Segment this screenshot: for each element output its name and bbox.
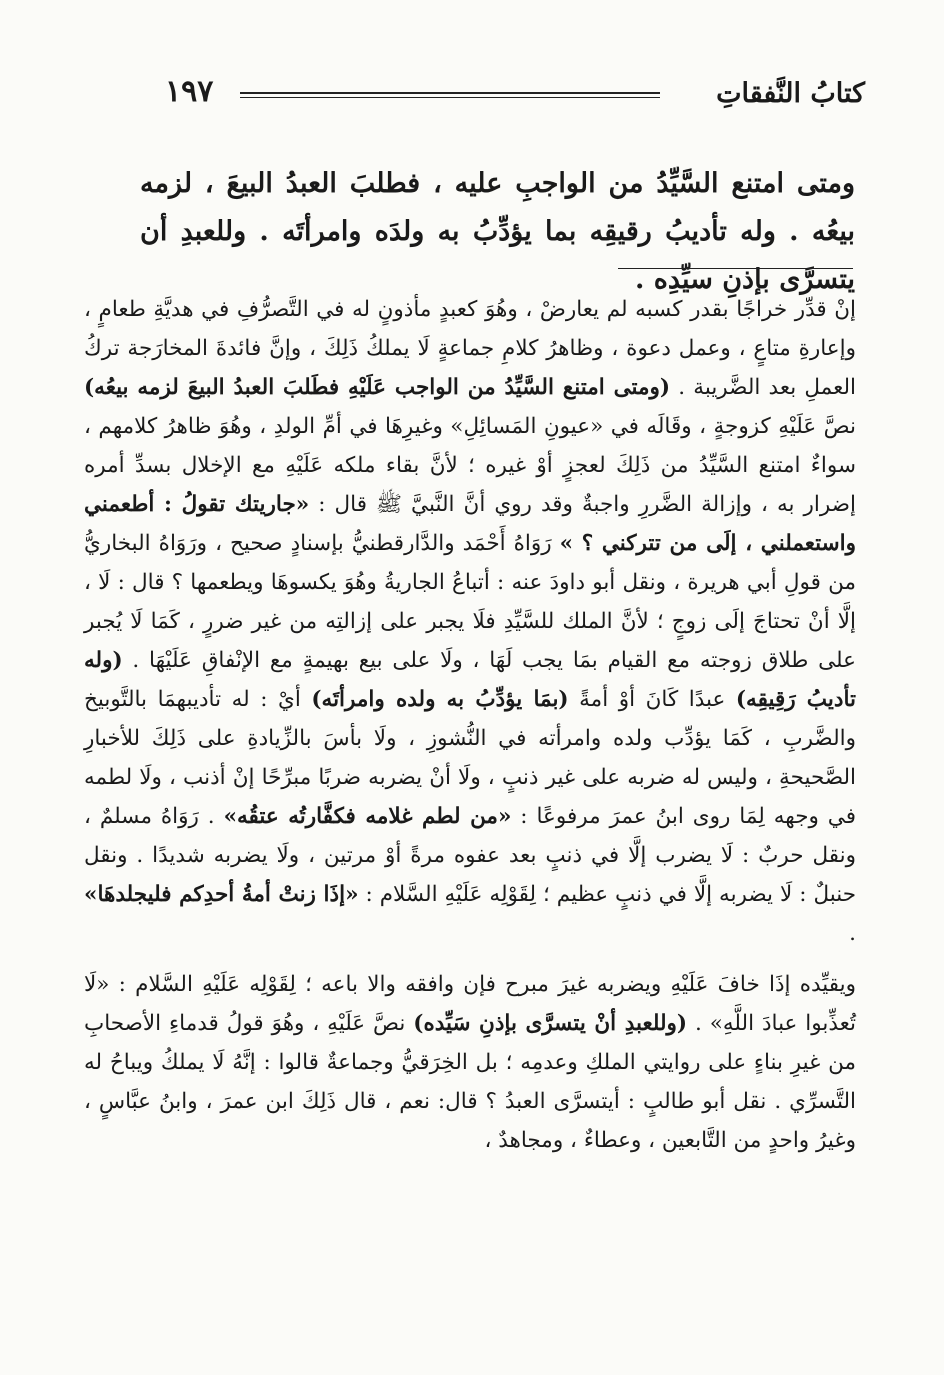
header-rule-thin bbox=[240, 97, 660, 98]
commentary-text: . bbox=[849, 921, 856, 946]
commentary-paragraph-1 bbox=[84, 290, 856, 953]
quoted-matn: (ومتى امتنع السَّيِّدُ من الواجب عَلَيْهِ فطَلبَ العبدُ البيعَ لزمه بيعُه) bbox=[84, 375, 671, 400]
page-header bbox=[165, 72, 865, 120]
commentary-text: نصَّ عَلَيْهِ ، وهُوَ قولُ قدماءِ الأصحابِ من غيرِ بناءٍ على روايتي الملكِ وعدمِه ؛ بل الخِرَقيُّ وجماعةٌ قالوا : إنَّهُ لَا يملكُ ويباحُ له التَّسرِّي . نقل أبو طالبٍ : أيتسرَّى العبدُ ؟ قال: نعم ، قال ذَلِكَ ابن عمرَ ، وابنُ عبَّاسٍ ، وغيرُ واحدٍ من التَّابعين ، وعطاءٌ ، ومجاهدٌ ، bbox=[84, 1011, 856, 1153]
commentary-text: ويقيِّده إذَا خافَ عَلَيْهِ ويضربه غيرَ مبرح فإن وافقه والا باعه ؛ لِقَوْلِه عَلَيْهِ السَّلام : «لَا تُعذِّبوا عبادَ اللَّهِ» . bbox=[84, 972, 856, 1036]
commentary bbox=[84, 290, 856, 1160]
commentary-text: أيْ : له تأديبهمَا بالتَّوبيخ والضَّربِ ، كَمَا يؤدِّب ولده وامرأته في النُّشوزِ ، ولَا بأسَ بالزِّيادةِ على ذَلِكَ للأخبارِ الصَّحيحةِ ، وليس له ضربه على غير ذنبٍ ، ولَا أنْ يضربه ضربًا مبرِّحًا إنْ أذنب ، ولَا لطمه في وجهه لِمَا روى ابنُ عمرَ مرفوعًا : bbox=[84, 687, 856, 829]
hadith-quote: «إذَا زنتْ أمةُ أحدِكم فليجلدهَا» bbox=[84, 882, 359, 907]
page-number: ١٩٧ bbox=[165, 74, 214, 109]
quoted-matn: (وللعبدِ أنْ يتسرَّى بإذنِ سَيِّده) bbox=[413, 1011, 688, 1036]
quoted-matn: (بمَا يؤدِّبُ به ولده وامرأتَه) bbox=[311, 687, 569, 712]
footnote-divider bbox=[618, 268, 853, 269]
commentary-text: إنْ قدِّر خراجًا بقدر كسبه لم يعارضْ ، وهُوَ كعبدٍ مأذونٍ له في التَّصرُّفِ في هديَّةِ طعامٍ ، وإعارةِ متاعٍ ، وعمل دعوة ، وظاهرُ كلامِ جماعةٍ لَا يملكُ ذَلِكَ ، وإنَّ فائدةَ المخارَجة تركُ العملِ بعد الضَّريبة . bbox=[84, 297, 857, 400]
main-text: ومتى امتنع السَّيِّدُ من الواجبِ عليه ، فطلبَ العبدُ البيعَ ، لزمه بيعُه . وله تأديبُ رقيقِه بما يؤدِّبُ به ولدَه وامرأتَه . وللعبدِ أن يتسرَّى بإذنِ سيِّدِه . bbox=[140, 168, 855, 295]
book-title: كتابُ النَّفقاتِ bbox=[716, 78, 865, 109]
commentary-text: نصَّ عَلَيْهِ كزوجةٍ ، وقَالَه في «عيونِ المَسائِلِ» وغيرِهَا في أمِّ الولدِ ، وهُوَ ظاهرُ كلامهم ، سواءٌ امتنع السَّيِّدُ من ذَلِكَ لعجزٍ أوْ غيره ؛ لأنَّ بقاء ملكه عَلَيْهِ مع الإخلال بسدِّ أمره إضرار به ، وإزالة الضَّررِ واجبةٌ وقد روي أنَّ النَّبيَّ ﷺ قال : bbox=[84, 414, 857, 517]
commentary-paragraph-2 bbox=[84, 965, 856, 1160]
commentary-text: عبدًا كَانَ أوْ أمةً bbox=[568, 687, 736, 712]
hadith-quote: «جاريتك تقولُ : أطعمني واستعملني ، إلَى من تتركني ؟ » bbox=[84, 492, 856, 556]
hadith-quote: «من لطم غلامه فكفَّارتُه عتقُه» bbox=[223, 804, 512, 829]
commentary-text: . رَوَاهُ مسلمٌ ، ونقل حربٌ : لَا يضرب إلَّا في ذنبٍ بعد عفوه مرةً أوْ مرتين ، ولَا يضربه شديدًا . ونقل حنبلٌ : لَا يضربه إلَّا في ذنبٍ عظيم ؛ لِقَوْلِه عَلَيْهِ السَّلام : bbox=[84, 804, 856, 907]
commentary-text: رَوَاهُ أَحْمَد والدَّارقطنيُّ بإسنادٍ صحيح ، ورَوَاهُ البخاريُّ من قولِ أبي هريرة ، ونقل أبو داودَ عنه : أتباعُ الجاريةُ وهُوَ يكسوهَا ويطعمها ؟ قال : لَا ، إلَّا أنْ تحتاجَ إلَى زوجٍ ؛ لأنَّ الملك للسَّيِّدِ فلَا يجبر على إزالتِه من غير ضررٍ ، كَمَا لَا يُجبر على طلاق زوجته مع القيام بمَا يجب لَهَا ، ولَا على بيع بهيمةٍ مع الإنْفاقِ عَلَيْهَا . bbox=[84, 531, 856, 673]
quoted-matn: (وله تأديبُ رَقِيقِه) bbox=[84, 648, 857, 712]
header-rule bbox=[240, 92, 660, 94]
